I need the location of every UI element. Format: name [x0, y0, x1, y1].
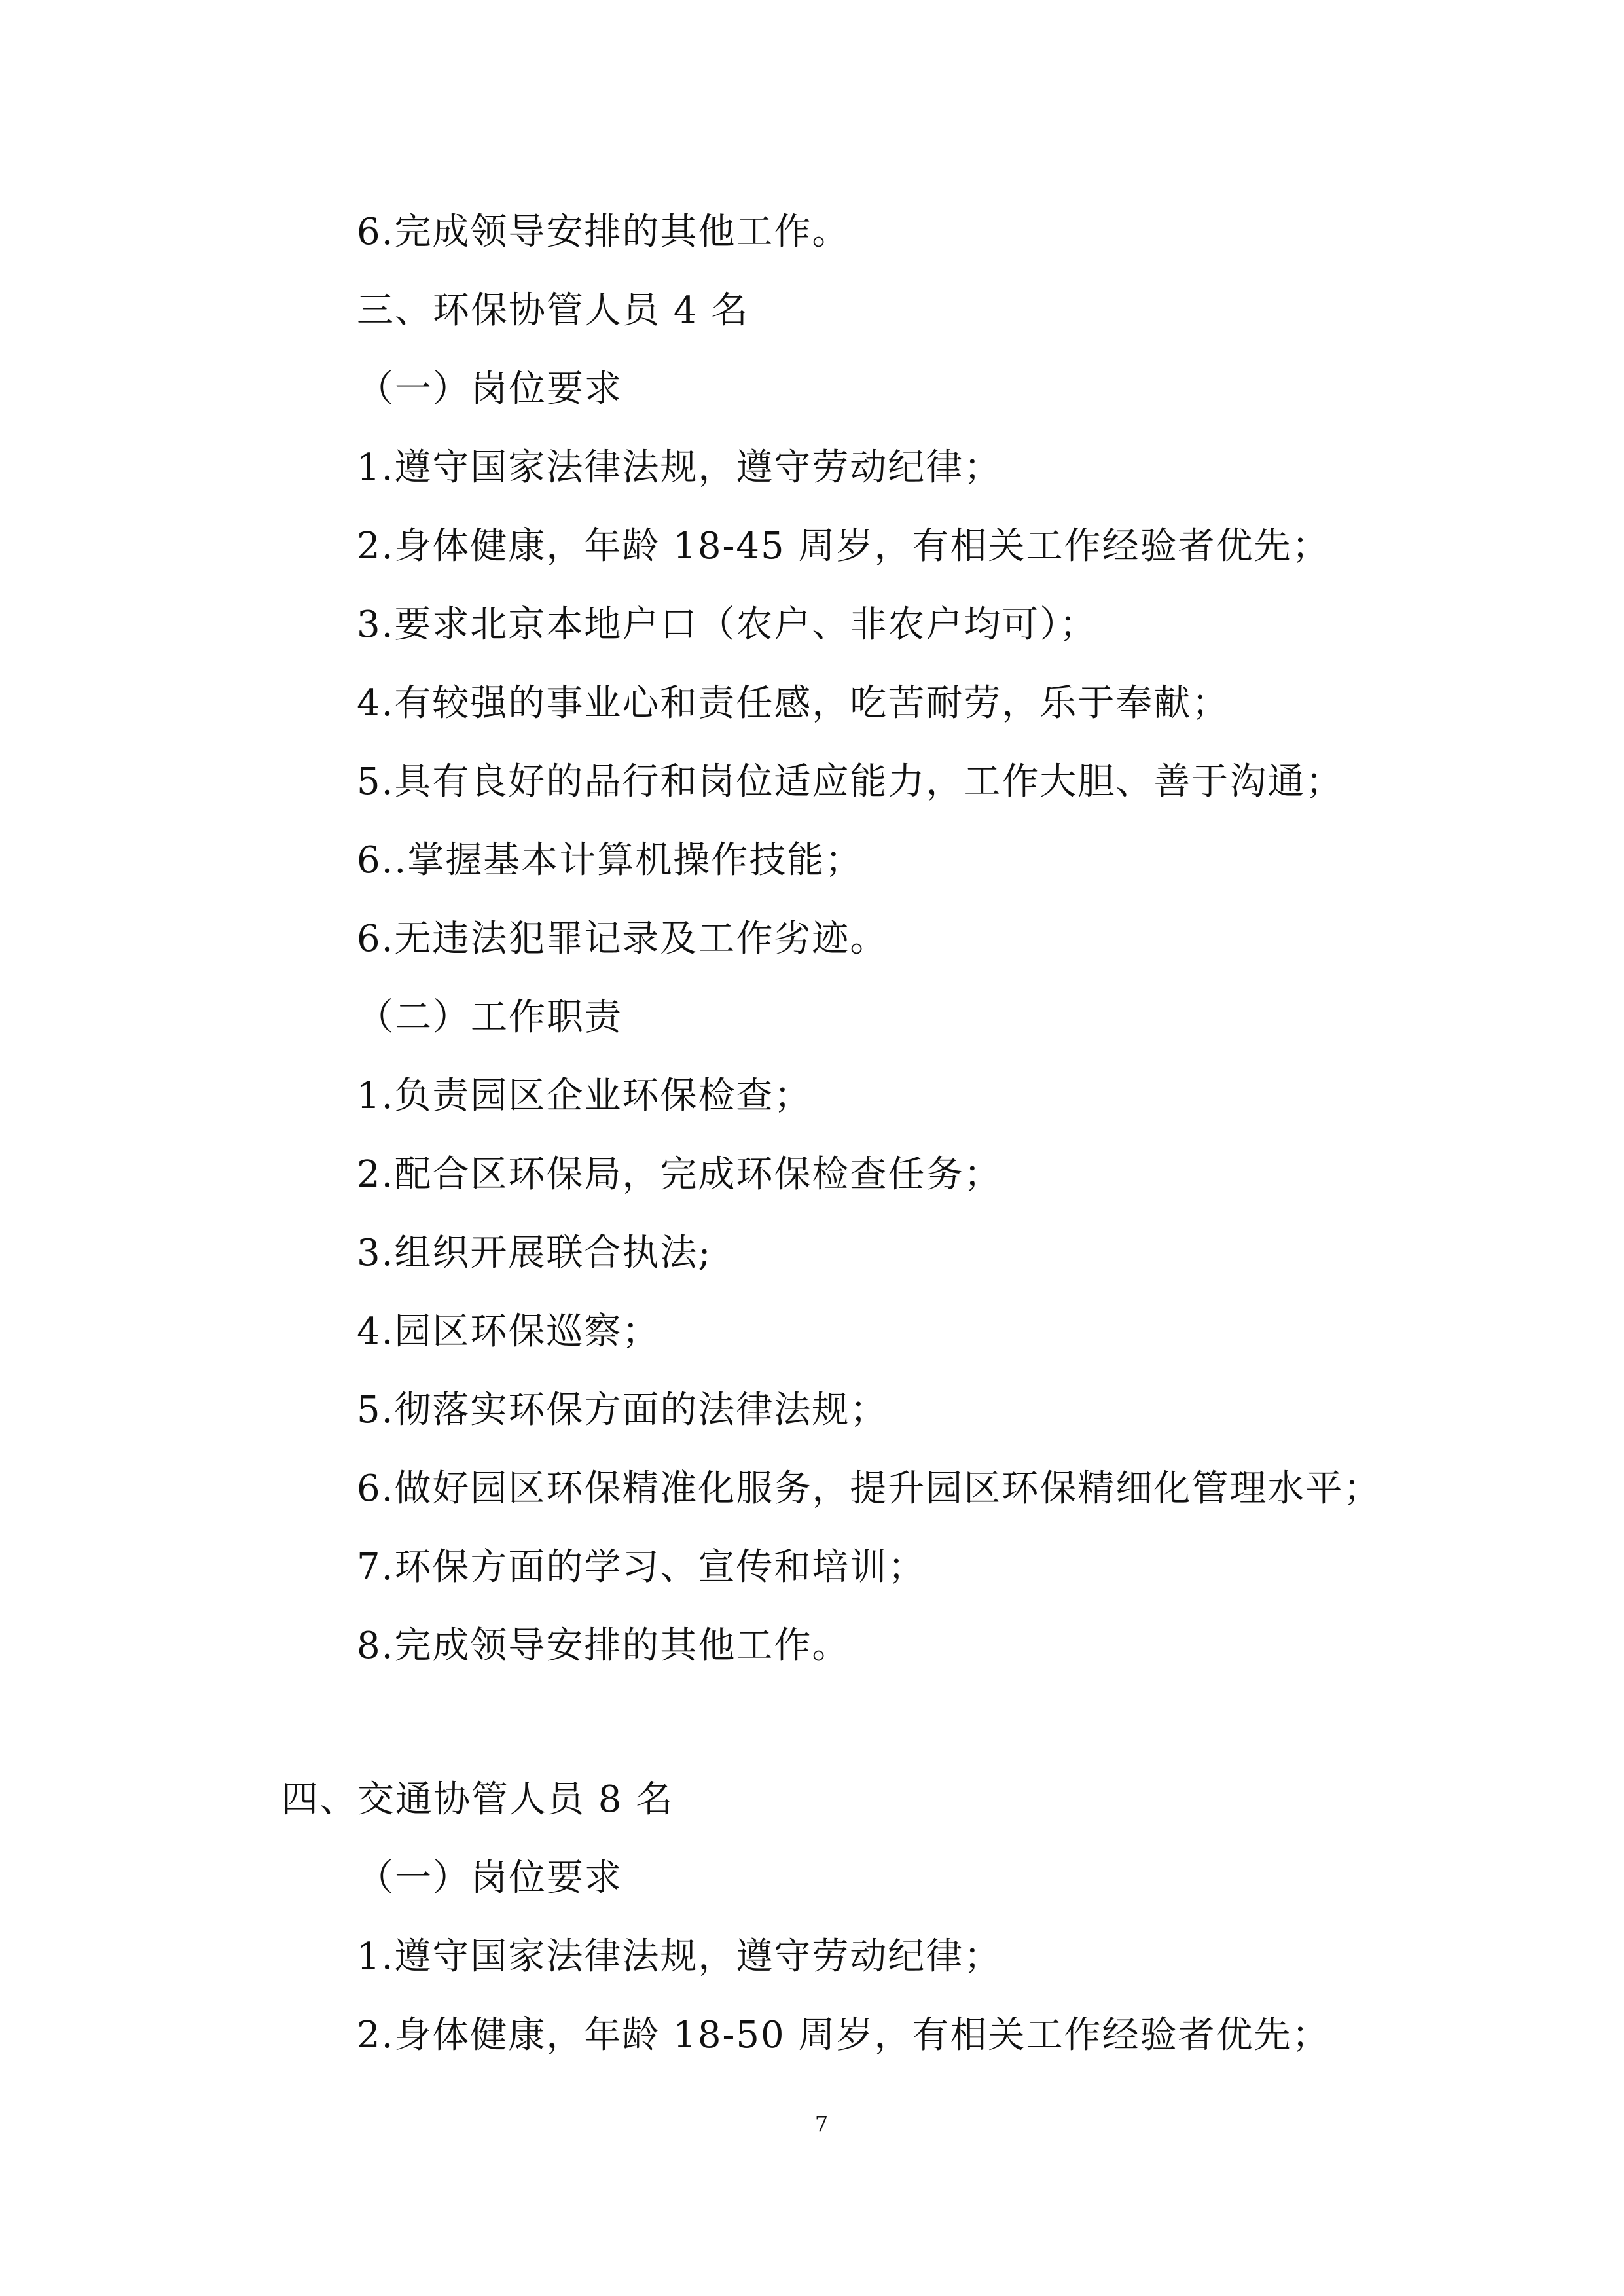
page-number: 7: [814, 2111, 829, 2136]
text-line: 7.环保方面的学习、宣传和培训；: [357, 1546, 926, 1588]
text-line: 5.具有良好的品行和岗位适应能力，工作大胆、善于沟通；: [357, 761, 1344, 803]
section-heading: 四、交通协管人员 8 名: [281, 1778, 674, 1821]
subsection-heading: （二）工作职责: [357, 996, 623, 1039]
text-line: 2.身体健康，年龄 18-50 周岁，有相关工作经验者优先；: [357, 2014, 1330, 2056]
text-line: 8.完成领导安排的其他工作。: [357, 1624, 850, 1667]
text-line: 1.负责园区企业环保检查；: [357, 1075, 812, 1117]
text-line: 6.做好园区环保精准化服务，提升园区环保精细化管理水平；: [357, 1467, 1382, 1510]
text-line: 4.园区环保巡察；: [357, 1310, 660, 1353]
subsection-heading: （一）岗位要求: [357, 1857, 623, 1899]
subsection-heading: （一）岗位要求: [357, 368, 623, 410]
text-line: 2.配合区环保局，完成环保检查任务；: [357, 1153, 1002, 1196]
text-line: 6.无违法犯罪记录及工作劣迹。: [357, 918, 888, 960]
text-line: 6.完成领导安排的其他工作。: [357, 211, 850, 253]
text-line: 1.遵守国家法律法规，遵守劳动纪律；: [357, 1935, 1002, 1978]
text-line: 3.组织开展联合执法;: [357, 1232, 712, 1274]
text-line: 2.身体健康，年龄 18-45 周岁，有相关工作经验者优先；: [357, 525, 1330, 567]
text-line: 4.有较强的事业心和责任感，吃苦耐劳，乐于奉献；: [357, 682, 1230, 725]
section-heading: 三、环保协管人员 4 名: [357, 289, 749, 332]
text-line: 6..掌握基本计算机操作技能；: [357, 839, 863, 882]
text-line: 5.彻落实环保方面的法律法规；: [357, 1389, 888, 1431]
text-line: 1.遵守国家法律法规，遵守劳动纪律；: [357, 446, 1002, 489]
text-line: 3.要求北京本地户口（农户、非农户均可）；: [357, 603, 1098, 646]
